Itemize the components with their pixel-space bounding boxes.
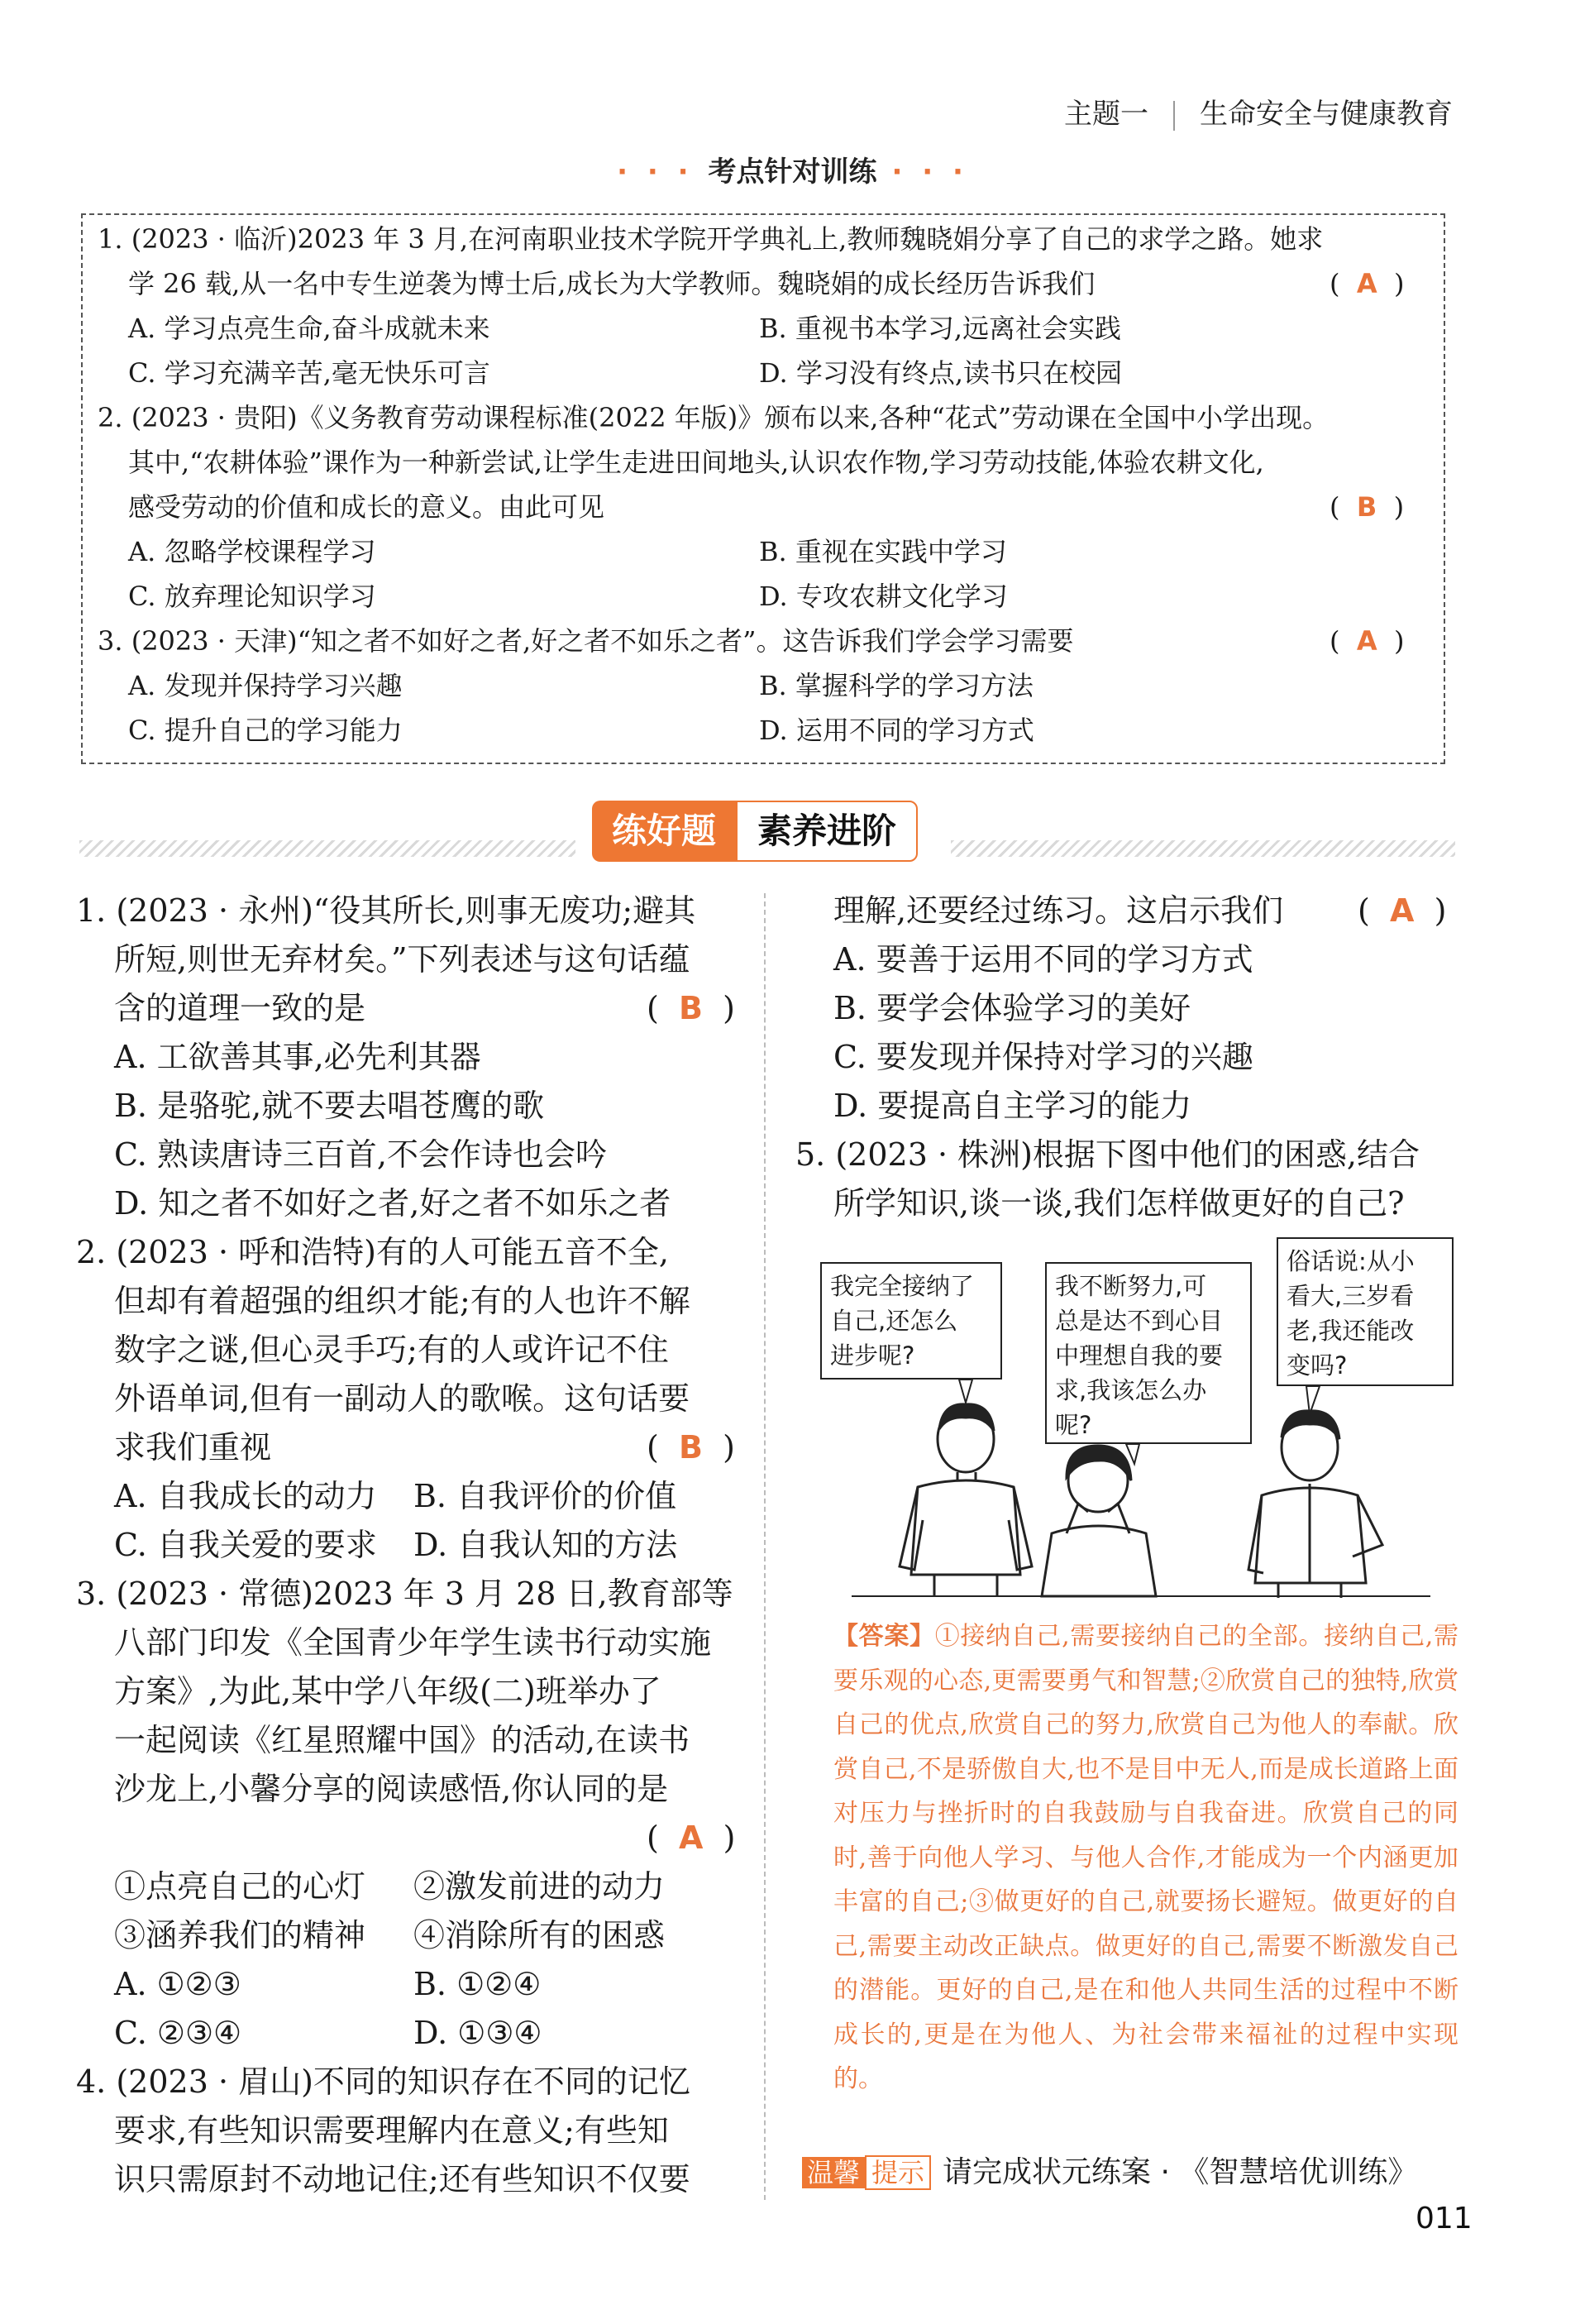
q1-answer-paren: ( B )	[647, 990, 735, 1026]
banner-stripe-right	[951, 840, 1455, 857]
q2-line3: 数字之谜,但心灵手巧;有的人或许记不住	[114, 1332, 669, 1368]
q3-option-c: C. ②③④	[114, 2015, 242, 2051]
box-q3-option-a: A. 发现并保持学习兴趣	[128, 670, 403, 701]
box-q1-line1: 1. (2023 · 临沂)2023 年 3 月,在河南职业技术学院开学典礼上,教师魏晓娟分享了自己的求学之路。她求	[98, 223, 1324, 255]
q1-answer: B	[678, 990, 703, 1026]
banner-right-label: 素养进阶	[736, 801, 918, 862]
box-q2-option-b: B. 重视在实践中学习	[759, 536, 1007, 567]
bubble3-line2: 看大,三岁看	[1287, 1282, 1415, 1310]
q5-line1: 5. (2023 · 株洲)根据下图中他们的困惑,结合	[795, 1136, 1420, 1173]
boy-left-figure	[900, 1404, 1032, 1596]
q3-item-4: ④消除所有的困惑	[413, 1917, 666, 1953]
bubble3-line4: 变吗?	[1287, 1351, 1348, 1380]
q4-option-a: A. 要善于运用不同的学习方式	[833, 941, 1253, 978]
bubble2-line5: 呢?	[1055, 1411, 1092, 1439]
bubble1-line3: 进步呢?	[830, 1341, 915, 1370]
q4-option-b: B. 要学会体验学习的美好	[833, 990, 1191, 1026]
box-q1-answer: A	[1356, 268, 1377, 299]
q2-option-a: A. 自我成长的动力	[114, 1478, 377, 1514]
q2-option-b: B. 自我评价的价值	[413, 1478, 677, 1514]
box-q3-option-b: B. 掌握科学的学习方法	[759, 670, 1034, 701]
speech-bubble-1	[820, 1262, 1002, 1380]
q2-option-c: C. 自我关爱的要求	[114, 1527, 377, 1563]
q3-option-b: B. ①②④	[413, 1966, 542, 2002]
box-q3-option-c: C. 提升自己的学习能力	[128, 715, 403, 746]
q2-options-row2	[76, 1521, 746, 1570]
answer-text: ①接纳自己,需要接纳自己的全部。接纳自己,需要乐观的心态,更需要勇气和智慧;②欣赏自己的独特,欣赏自己的优点,欣赏自己的努力,欣赏自己为他人的奉献。欣赏自己,不是骄傲自大,也不是目中无人,而是成长道路上面对压力与挫折时的自我鼓励与自我奋进。欣赏自己的同时,善于向他人学习、与他人合作,才能成为一个内涵更加丰富的自己;③做更好的自己,就要扬长避短。做更好的自己,需要主动改正缺点。做更好的自己,需要不断激发自己的潜能。更好的自己,是在和他人共同生活的过程中不断成长的,更是在为他人、为社会带来福祉的过程中实现的。	[833, 1622, 1459, 2093]
girl-middle-figure	[1042, 1446, 1156, 1596]
bubble1-line1: 我完全接纳了	[830, 1272, 975, 1300]
speech-bubble-3	[1277, 1237, 1454, 1386]
tip-line	[802, 2149, 1417, 2191]
box-q3-answer-paren: ( A )	[1330, 625, 1405, 657]
q3-line1: 3. (2023 · 常德)2023 年 3 月 28 日,教育部等	[76, 1576, 733, 1612]
boy-right-figure	[1248, 1411, 1382, 1598]
q3-answer: A	[678, 1820, 704, 1856]
q3-item-1: ①点亮自己的心灯	[114, 1868, 366, 1905]
left-column	[76, 887, 746, 2204]
tip-badge-hint: 提示	[865, 2155, 931, 2190]
section-banner	[592, 801, 918, 862]
box-q2-line1: 2. (2023 · 贵阳)《义务教育劳动课程标准(2022 年版)》颁布以来,各种“花式”劳动课在全国中小学出现。	[98, 402, 1330, 433]
q1-line2: 所短,则世无弃材矣。”下列表述与这句话蕴	[114, 941, 690, 978]
q2-line5	[76, 1423, 746, 1472]
q1-option-a: A. 工欲善其事,必先利其器	[114, 1039, 481, 1075]
heading-dots-right: · · ·	[891, 155, 968, 189]
box-q2-option-d: D. 专攻农耕文化学习	[759, 581, 1008, 612]
bubble3-line3: 老,我还能改	[1287, 1317, 1415, 1345]
right-column	[795, 887, 1457, 1228]
q5-line2: 所学知识,谈一谈,我们怎样做更好的自己?	[833, 1185, 1405, 1222]
answer-tag: 【答案】	[833, 1622, 935, 1651]
q3-line3: 方案》,为此,某中学八年级(二)班举办了	[114, 1673, 661, 1710]
q4-line1: 4. (2023 · 眉山)不同的知识存在不同的记忆	[76, 2063, 690, 2100]
section-heading-practice	[0, 149, 1585, 189]
students-illustration	[819, 1380, 1463, 1601]
q2-line1: 2. (2023 · 呼和浩特)有的人可能五音不全,	[76, 1234, 670, 1270]
q3-item-3: ③涵养我们的精神	[114, 1917, 366, 1953]
box-q3-option-d: D. 运用不同的学习方式	[759, 715, 1034, 746]
q3-answer-row	[76, 1814, 746, 1863]
box-q1-option-c: C. 学习充满辛苦,毫无快乐可言	[128, 357, 490, 389]
header-theme: 主题一	[1064, 98, 1148, 131]
q4-answer: A	[1389, 892, 1415, 929]
box-q2-line3: 感受劳动的价值和成长的意义。由此可见	[128, 491, 605, 523]
box-q1-option-d: D. 学习没有终点,读书只在校园	[759, 357, 1123, 389]
q4-option-d: D. 要提高自主学习的能力	[833, 1088, 1192, 1124]
heading-dots-left: · · ·	[617, 155, 694, 189]
bubble1-tail	[959, 1380, 972, 1403]
box-q2-option-a: A. 忽略学校课程学习	[128, 536, 376, 567]
bubble3-line1: 俗话说:从小	[1287, 1247, 1415, 1275]
bubble2-line2: 总是达不到心目	[1055, 1307, 1224, 1335]
q1-line3-text: 含的道理一致的是	[114, 990, 366, 1026]
q2-option-d: D. 自我认知的方法	[413, 1527, 678, 1563]
q3-option-a: A. ①②③	[114, 1966, 241, 2002]
q3-line2: 八部门印发《全国青少年学生读书行动实施	[114, 1624, 712, 1661]
box-q2-line2: 其中,“农耕体验”课作为一种新尝试,让学生走进田间地头,认识农作物,学习劳动技能,体验农耕文化,	[128, 447, 1264, 478]
box-q1-answer-paren: ( A )	[1330, 268, 1405, 299]
page-number: 011	[1416, 2202, 1473, 2236]
q4-answer-paren: ( A )	[1358, 892, 1447, 929]
box-q1-option-a: A. 学习点亮生命,奋斗成就未来	[128, 313, 490, 344]
q2-line2: 但却有着超强的组织才能;有的人也许不解	[114, 1283, 690, 1319]
box-q3-answer: A	[1356, 625, 1377, 657]
bubble2-line3: 中理想自我的要	[1055, 1341, 1224, 1370]
q2-answer-paren: ( B )	[647, 1429, 735, 1466]
box-q2-answer: B	[1356, 491, 1377, 523]
box-q2-option-c: C. 放弃理论知识学习	[128, 581, 376, 612]
bubble2-tail	[1126, 1444, 1139, 1464]
q1-option-c: C. 熟读唐诗三百首,不会作诗也会吟	[114, 1136, 607, 1173]
box-q3-line1: 3. (2023 · 天津)“知之者不如好之者,好之者不如乐之者”。这告诉我们学会学习需要	[98, 625, 1074, 657]
bubble2-line4: 求,我该怎么办	[1055, 1376, 1207, 1404]
q3-options-row1	[76, 1960, 746, 2009]
q1-line1: 1. (2023 · 永州)“役其所长,则事无废功;避其	[76, 892, 696, 929]
banner-stripe-left	[79, 840, 575, 857]
q4-cont-line	[795, 887, 1457, 935]
tip-badge-warm: 温馨	[802, 2157, 865, 2188]
q3-line5: 沙龙上,小馨分享的阅读感悟,你认同的是	[114, 1771, 669, 1807]
q3-options-row2	[76, 2009, 746, 2058]
bubble1-line2: 自己,还怎么	[830, 1307, 958, 1335]
q4-option-c: C. 要发现并保持对学习的兴趣	[833, 1039, 1253, 1075]
q4-line3: 识只需原封不动地记住;还有些知识不仅要	[114, 2161, 690, 2197]
q4-cont-text: 理解,还要经过练习。这启示我们	[833, 892, 1284, 929]
q2-line5-text: 求我们重视	[114, 1429, 272, 1466]
q1-option-b: B. 是骆驼,就不要去唱苍鹰的歌	[114, 1088, 545, 1124]
box-q2-answer-paren: ( B )	[1330, 491, 1405, 523]
q5-answer-block	[833, 1614, 1458, 2102]
q4-line2: 要求,有些知识需要理解内在意义;有些知	[114, 2112, 669, 2149]
q1-option-d: D. 知之者不如好之者,好之者不如乐之者	[114, 1185, 671, 1222]
running-header	[1064, 91, 1453, 132]
box-q1-option-b: B. 重视书本学习,远离社会实践	[759, 313, 1122, 344]
tip-text: 请完成状元练案 · 《智慧培优训练》	[943, 2155, 1418, 2189]
bubble2-line1: 我不断努力,可	[1055, 1272, 1207, 1300]
q3-line4: 一起阅读《红星照耀中国》的活动,在读书	[114, 1722, 690, 1758]
section-title: 考点针对训练	[708, 155, 877, 189]
q3-items-row1	[76, 1863, 746, 1911]
q2-line4: 外语单词,但有一副动人的歌喉。这句话要	[114, 1380, 690, 1417]
box-q1-line2: 学 26 载,从一名中专生逆袭为博士后,成长为大学教师。魏晓娟的成长经历告诉我们	[128, 268, 1096, 299]
header-separator	[1173, 101, 1175, 131]
q1-line3	[76, 984, 746, 1033]
header-title: 生命安全与健康教育	[1200, 98, 1453, 131]
q3-option-d: D. ①③④	[413, 2015, 542, 2051]
q3-answer-paren: ( A )	[647, 1820, 736, 1856]
q3-items-row2	[76, 1911, 746, 1960]
banner-left-label: 练好题	[592, 801, 736, 862]
column-divider	[764, 893, 766, 2200]
q2-options-row1	[76, 1472, 746, 1521]
q2-answer: B	[678, 1429, 703, 1466]
q3-item-2: ②激发前进的动力	[413, 1868, 666, 1905]
